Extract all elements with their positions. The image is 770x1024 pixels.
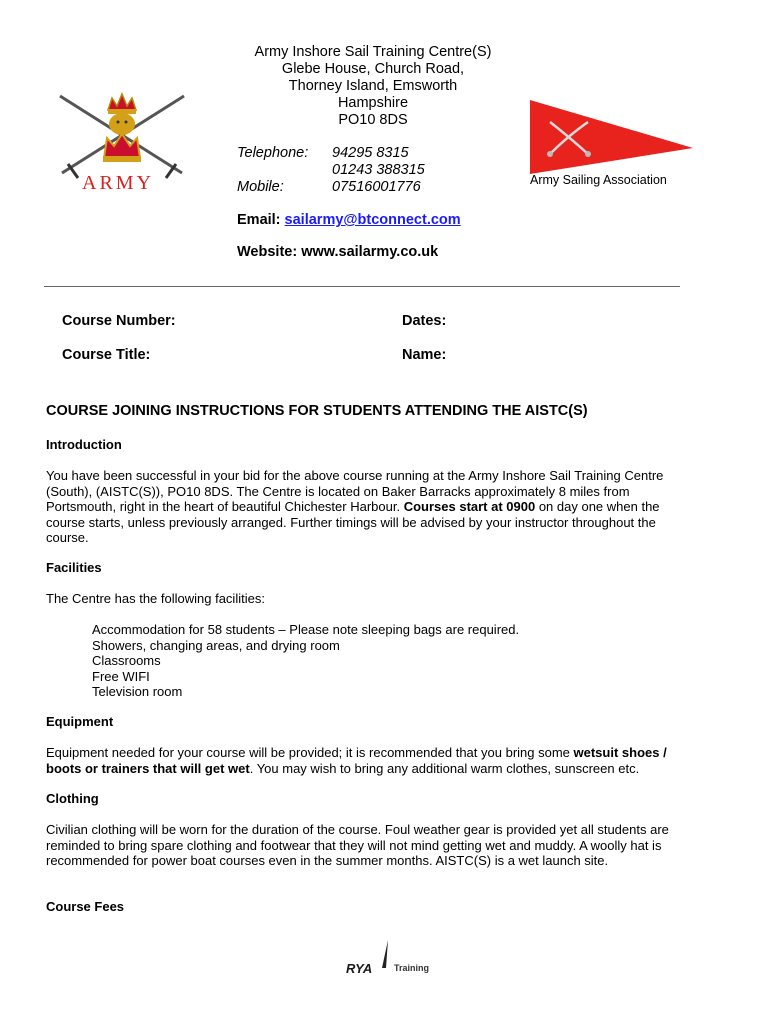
address-block xyxy=(200,44,546,129)
asa-caption: Army Sailing Association xyxy=(530,173,667,187)
facilities-list xyxy=(92,622,519,700)
address-line: Army Inshore Sail Training Centre(S) xyxy=(254,44,492,60)
list-item: Television room xyxy=(92,684,183,699)
svg-text:RYA: RYA xyxy=(346,961,373,976)
list-item: Showers, changing areas, and drying room xyxy=(92,637,340,653)
header-divider xyxy=(44,286,680,287)
rya-logo-text: Training xyxy=(394,963,430,973)
course-number-label: Course Number: xyxy=(62,313,176,329)
email-label: Email: xyxy=(237,212,281,228)
introduction-paragraph: You have been successful in your bid for the above course running at the Army Inshore Sail Training Centre (South), (AISTC(S)), PO10 8DS. The Centre is located on Baker Barracks approximately 8 miles from Portsmouth, right in the heart of beautiful Chichester Harbour. Courses start at 0900 on day one when the course starts, unless previously arranged. Further timings will be advised by your instructor throughout the course. xyxy=(46,468,664,545)
name-label: Name: xyxy=(402,347,447,363)
address-line: Hampshire xyxy=(337,95,409,111)
email-line xyxy=(237,212,461,228)
army-logo-text: ARMY xyxy=(82,172,155,194)
facilities-heading: Facilities xyxy=(46,560,102,575)
telephone-number-1: 94295 8315 xyxy=(332,145,409,161)
website-label: Website: xyxy=(237,244,298,260)
list-item: Classrooms xyxy=(92,653,161,668)
list-item: Free WIFI xyxy=(92,668,150,684)
equipment-paragraph: Equipment needed for your course will be provided; it is recommended that you bring some wetsuit shoes / boots or trainers that will get wet. You may wish to bring any additional warm clothes, sunscreen etc. xyxy=(46,745,667,776)
address-line: Glebe House, Church Road, xyxy=(281,61,465,77)
document-title: COURSE JOINING INSTRUCTIONS FOR STUDENTS ATTENDING THE AISTC(S) xyxy=(46,403,588,419)
list-item: Accommodation for 58 students – Please note sleeping bags are required. xyxy=(92,622,520,637)
clothing-paragraph: Civilian clothing will be worn for the duration of the course. Foul weather gear is provided yet all students are reminded to bring spare clothing and footwear that they will not mind getting wet and muddy. A woolly hat is recommended for power boat courses even in the summer months. AISTC(S) is a wet launch site. xyxy=(46,822,669,868)
website-url[interactable]: www.sailarmy.co.uk xyxy=(301,244,439,260)
email-link[interactable]: sailarmy@btconnect.com xyxy=(284,212,461,228)
clothing-heading: Clothing xyxy=(46,791,99,806)
facilities-intro: The Centre has the following facilities: xyxy=(46,591,265,606)
army-sailing-association-flag xyxy=(528,96,698,176)
course-title-label: Course Title: xyxy=(62,347,151,363)
course-fees-heading: Course Fees xyxy=(46,899,125,914)
mobile-label: Mobile: xyxy=(237,179,284,195)
address-line: Thorney Island, Emsworth xyxy=(288,78,458,94)
mobile-number: 07516001776 xyxy=(332,179,421,195)
dates-label: Dates: xyxy=(402,313,447,329)
address-line: PO10 8DS xyxy=(338,112,408,128)
rya-training-centre-logo xyxy=(342,938,432,978)
telephone-label: Telephone: xyxy=(237,145,309,161)
introduction-heading: Introduction xyxy=(46,437,122,452)
telephone-number-2: 01243 388315 xyxy=(332,162,425,178)
website-line xyxy=(237,244,438,260)
equipment-heading: Equipment xyxy=(46,714,114,729)
